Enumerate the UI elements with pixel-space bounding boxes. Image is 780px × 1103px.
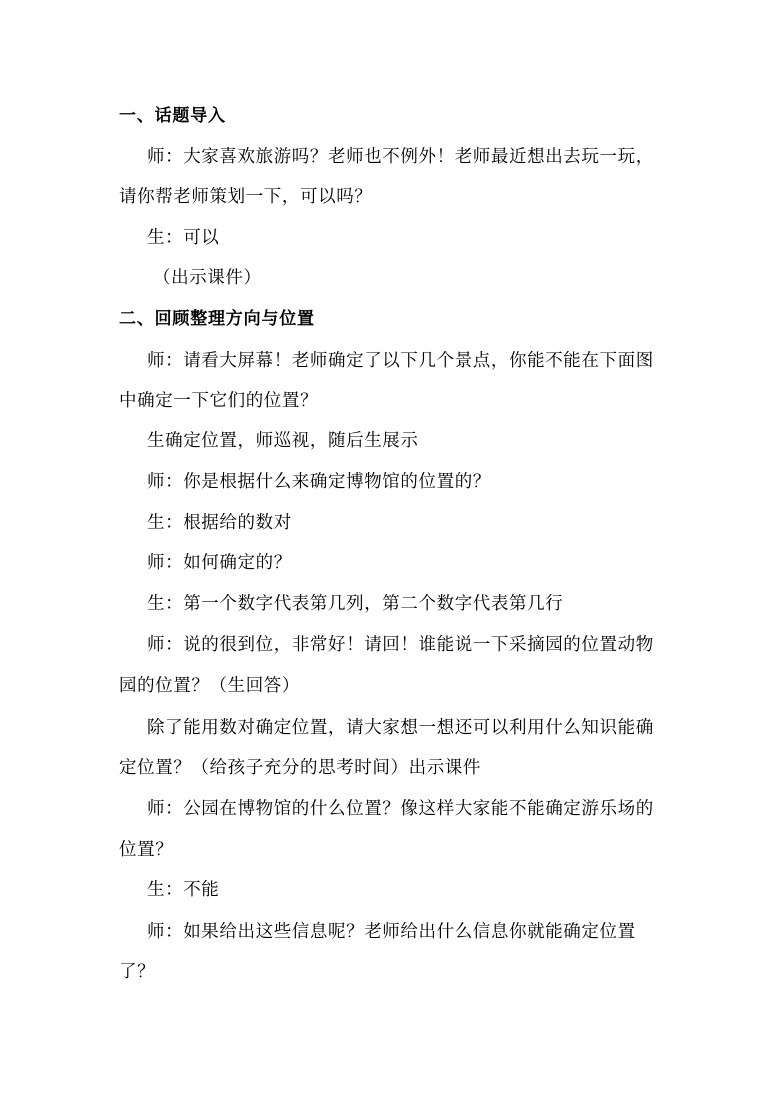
paragraph-line: 师：大家喜欢旅游吗？老师也不例外！老师最近想出去玩一玩， (147, 147, 654, 167)
paragraph-line: 除了能用数对确定位置，请大家想一想还可以利用什么知识能确 (147, 718, 654, 738)
paragraph-line: 中确定一下它们的位置？ (119, 391, 319, 411)
paragraph-line: 生：根据给的数对 (147, 513, 292, 533)
paragraph-line: 园的位置？（生回答） (119, 676, 300, 696)
paragraph-line: 位置？ (119, 840, 174, 860)
paragraph-line: 生：不能 (147, 880, 220, 900)
paragraph-line: 了？ (119, 962, 156, 982)
paragraph-line: 师：如果给出这些信息呢？老师给出什么信息你就能确定位置 (147, 922, 636, 942)
paragraph-line: 师：如何确定的？ (147, 553, 292, 573)
paragraph-line: 生：可以 (147, 228, 220, 248)
paragraph-line: 师：说的很到位，非常好！请回！谁能说一下采摘园的位置动物 (147, 635, 654, 655)
paragraph-line: 请你帮老师策划一下，可以吗？ (119, 187, 373, 207)
paragraph-line: （出示课件） (153, 268, 262, 288)
paragraph-line: 师：请看大屏幕！老师确定了以下几个景点，你能不能在下面图 (147, 351, 654, 371)
paragraph-line: 生确定位置，师巡视，随后生展示 (147, 431, 419, 451)
section-heading-intro: 一、话题导入 (119, 106, 226, 126)
paragraph-line: 生：第一个数字代表第几列，第二个数字代表第几行 (147, 594, 564, 614)
paragraph-line: 师：你是根据什么来确定博物馆的位置的？ (147, 472, 491, 492)
paragraph-line: 师：公园在博物馆的什么位置？像这样大家能不能确定游乐场的 (147, 799, 654, 819)
paragraph-line: 定位置？（给孩子充分的思考时间）出示课件 (119, 758, 481, 778)
section-heading-review: 二、回顾整理方向与位置 (119, 309, 315, 329)
